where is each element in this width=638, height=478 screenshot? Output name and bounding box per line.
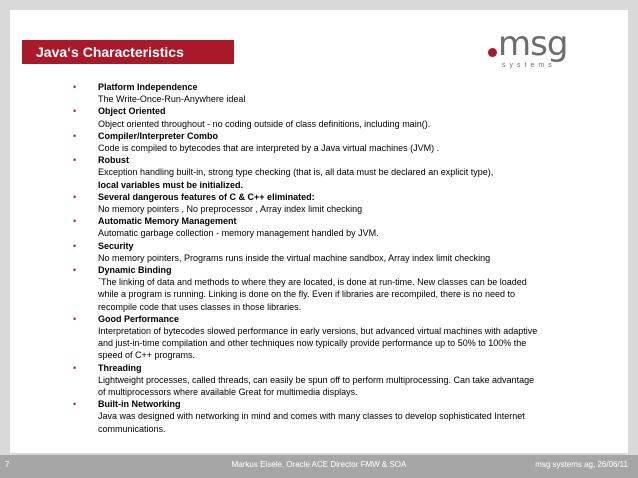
list-item — [70, 313, 540, 362]
bullet-icon: • — [73, 155, 77, 166]
item-description: Java was designed with networking in mind and comes with many classes to develop sophisticated Internet communications. — [98, 411, 525, 434]
footer-company-date: msg systems ag, 26/06/11 — [535, 460, 628, 469]
list-item — [70, 398, 540, 435]
list-item — [70, 215, 540, 239]
list-item — [70, 81, 540, 105]
logo-dot-icon — [488, 48, 497, 57]
slide-title: Java‘s Characteristics — [22, 40, 234, 64]
bullet-icon: • — [73, 191, 77, 202]
item-title: Good Performance — [98, 313, 180, 324]
list-item — [70, 362, 540, 399]
item-title: Dynamic Binding — [98, 265, 172, 276]
characteristics-list — [70, 81, 540, 435]
slide — [10, 10, 628, 453]
item-description: Object oriented throughout - no coding outside of class definitions, including main(). — [98, 118, 431, 129]
item-title: Object Oriented — [98, 106, 166, 117]
item-title: Built-in Networking — [98, 399, 181, 410]
slide-footer — [0, 455, 638, 478]
item-description-emphasis: local variables must be initialized. — [98, 179, 244, 190]
item-description: No memory pointers, Programs runs inside the virtual machine sandbox, Array index limit checking — [98, 252, 491, 263]
list-item — [70, 105, 540, 129]
item-title: Threading — [98, 362, 142, 373]
bullet-icon: • — [73, 265, 77, 276]
msg-systems-logo — [488, 24, 608, 74]
bullet-icon: • — [73, 82, 77, 92]
item-description: Exception handling built-in, strong type checking (that is, all data must be declared an explicit type), — [98, 167, 494, 178]
item-title: Compiler/Interpreter Combo — [98, 130, 219, 141]
item-title: Several dangerous features of C & C++ eliminated: — [98, 191, 315, 202]
item-description: Code is compiled to bytecodes that are interpreted by a Java virtual machines (JVM) . — [98, 143, 440, 154]
item-title: Platform Independence — [98, 82, 198, 92]
bullet-icon: • — [73, 216, 77, 227]
item-title: Security — [98, 240, 134, 251]
item-description: Interpretation of bytecodes slowed performance in early versions, but advanced virtual machines with adaptive and just-in-time compilation and other techniques now typically provide performance up to 50% to 100% the speed of C++ programs. — [98, 326, 538, 361]
page-number: 7 — [5, 460, 10, 469]
logo-subtitle: systems — [502, 62, 556, 69]
list-item — [70, 240, 540, 264]
item-description: Automatic garbage collection - memory management handled by JVM. — [98, 228, 379, 239]
item-description: The Write-Once-Run-Anywhere ideal — [98, 94, 246, 105]
footer-author: Markus Eisele, Oracle ACE Director FMW & SOA — [231, 460, 407, 469]
item-title: Automatic Memory Management — [98, 216, 237, 227]
bullet-icon: • — [73, 399, 77, 410]
list-item — [70, 154, 540, 191]
bullet-icon: • — [73, 106, 77, 117]
list-item — [70, 264, 540, 313]
bullet-icon: • — [73, 240, 77, 251]
list-item — [70, 130, 540, 154]
bullet-icon: • — [73, 362, 77, 373]
logo-word: msg — [498, 24, 568, 64]
item-description: Lightweight processes, called threads, can easily be spun off to perform multiprocessing. Can take advantage of multiprocessors where available Great for multimedia displays. — [98, 374, 535, 398]
item-description: No memory pointers , No preprocessor , Array index limit checking — [98, 204, 363, 215]
item-description: `The linking of data and methods to where they are located, is done at run-time. New classes can be loaded while a program is running. Linking is done on the fly. Even if libraries are recompiled, there is no need to recompile code that uses classes in those libraries. — [98, 277, 527, 312]
bullet-icon: • — [73, 313, 77, 324]
bullet-icon: • — [73, 130, 77, 141]
list-item — [70, 191, 540, 215]
item-title: Robust — [98, 155, 129, 166]
